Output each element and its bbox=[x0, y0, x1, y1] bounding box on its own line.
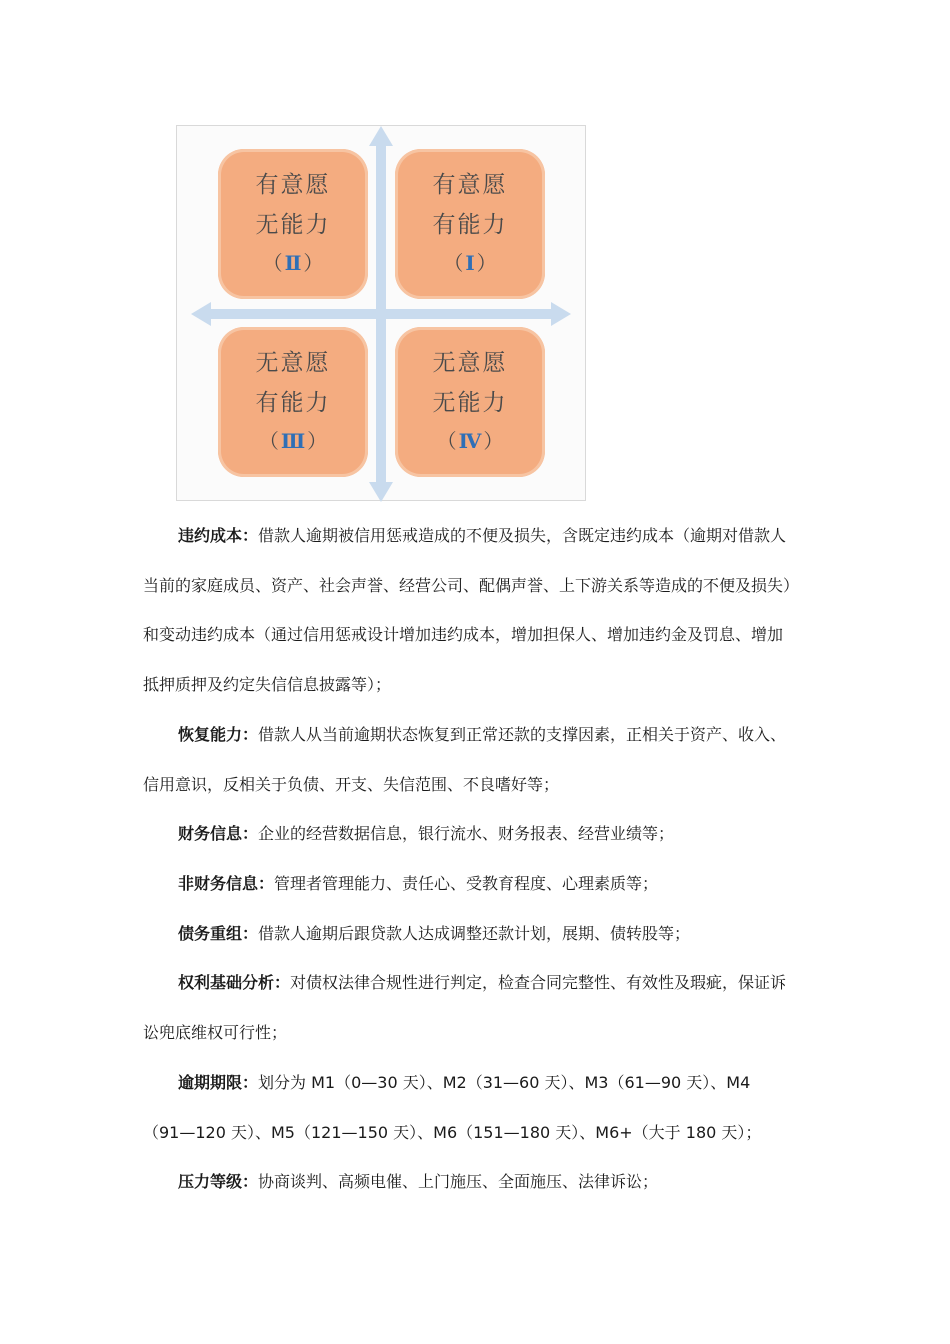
axis-arrow-left bbox=[191, 302, 211, 326]
paragraph-line: 协商谈判、高频电催、上门施压、全面施压、法律诉讼； bbox=[258, 1172, 659, 1191]
term-pressure-level: 压力等级： bbox=[178, 1172, 259, 1191]
paren-open: （ bbox=[258, 429, 279, 453]
paragraph-line: 划分为 M1（0—30 天）、M2（31—60 天）、M3（61—90 天）、M4 bbox=[258, 1073, 751, 1092]
paragraph-debt-restructuring bbox=[143, 909, 813, 959]
roman-numeral-iii: Ⅲ bbox=[280, 429, 306, 453]
paren-close: ） bbox=[303, 251, 324, 275]
quadrant-ii-label bbox=[263, 247, 324, 279]
roman-numeral-ii: Ⅱ bbox=[284, 251, 302, 275]
paragraph-rights-analysis bbox=[143, 958, 813, 1057]
quadrant-iv-line2: 无能力 bbox=[432, 390, 508, 416]
paragraph-line: 借款人从当前逾期状态恢复到正常还款的支撑因素，正相关于资产、收入、 bbox=[258, 725, 787, 744]
paragraph-line: 信用意识，反相关于负债、开支、失信范围、不良嗜好等； bbox=[143, 774, 560, 794]
quadrant-i-line1: 有意愿 bbox=[432, 172, 508, 198]
paragraph-line: 借款人逾期后跟贷款人达成调整还款计划，展期、债转股等； bbox=[258, 924, 691, 943]
paragraph-line: 企业的经营数据信息，银行流水、财务报表、经营业绩等； bbox=[258, 824, 675, 843]
paren-open: （ bbox=[436, 429, 457, 453]
term-recovery-ability: 恢复能力： bbox=[178, 725, 259, 744]
axis-arrow-up bbox=[369, 126, 393, 146]
axis-arrow-down bbox=[369, 482, 393, 502]
term-debt-restructuring: 债务重组： bbox=[178, 924, 259, 943]
roman-numeral-iv: Ⅳ bbox=[458, 429, 482, 453]
paragraph-line: 抵押质押及约定失信信息披露等）； bbox=[143, 674, 392, 694]
paragraph-overdue-period bbox=[143, 1058, 813, 1157]
paragraph-financial-info bbox=[143, 809, 813, 859]
term-default-cost: 违约成本： bbox=[178, 526, 259, 545]
horizontal-axis bbox=[203, 309, 559, 319]
paragraph-recovery-ability bbox=[143, 710, 813, 809]
paren-open: （ bbox=[262, 251, 283, 275]
quadrant-iii-line2: 有能力 bbox=[255, 390, 331, 416]
quadrant-i-line2: 有能力 bbox=[432, 212, 508, 238]
quadrant-i-label bbox=[443, 247, 496, 279]
paragraph-line: （91—120 天）、M5（121—150 天）、M6（151—180 天）、M6+（大于 180 天）； bbox=[143, 1122, 762, 1142]
quadrant-figure bbox=[176, 125, 586, 501]
term-financial-info: 财务信息： bbox=[178, 824, 259, 843]
paragraph-pressure-level bbox=[143, 1157, 813, 1207]
quadrant-iii-line1: 无意愿 bbox=[255, 350, 331, 376]
axis-arrow-right bbox=[551, 302, 571, 326]
quadrant-ii bbox=[218, 149, 368, 299]
paren-close: ） bbox=[307, 429, 328, 453]
paren-close: ） bbox=[476, 251, 497, 275]
paragraph-line: 对债权法律合规性进行判定，检查合同完整性、有效性及瑕疵，保证诉 bbox=[290, 973, 787, 992]
term-rights-analysis: 权利基础分析： bbox=[178, 973, 291, 992]
roman-numeral-i: Ⅰ bbox=[465, 251, 475, 275]
quadrant-ii-line2: 无能力 bbox=[255, 212, 331, 238]
paren-close: ） bbox=[483, 429, 504, 453]
quadrant-ii-line1: 有意愿 bbox=[255, 172, 331, 198]
paragraph-line: 管理者管理能力、责任心、受教育程度、心理素质等； bbox=[274, 874, 659, 893]
paragraph-non-financial-info bbox=[143, 859, 813, 909]
paragraph-line: 讼兜底维权可行性； bbox=[143, 1022, 288, 1042]
quadrant-iv-line1: 无意愿 bbox=[432, 350, 508, 376]
quadrant-iv-label bbox=[437, 425, 504, 457]
paragraph-line: 当前的家庭成员、资产、社会声誉、经营公司、配偶声誉、上下游关系等造成的不便及损失） bbox=[143, 575, 800, 595]
paragraph-line: 借款人逾期被信用惩戒造成的不便及损失，含既定违约成本（逾期对借款人 bbox=[258, 526, 787, 545]
paragraph-line: 和变动违约成本（通过信用惩戒设计增加违约成本，增加担保人、增加违约金及罚息、增加 bbox=[143, 625, 784, 645]
paren-open: （ bbox=[443, 251, 464, 275]
quadrant-iv bbox=[395, 327, 545, 477]
quadrant-iii-label bbox=[259, 425, 327, 457]
quadrant-iii bbox=[218, 327, 368, 477]
paragraph-default-cost bbox=[143, 511, 813, 709]
term-non-financial-info: 非财务信息： bbox=[178, 874, 275, 893]
quadrant-i bbox=[395, 149, 545, 299]
term-overdue-period: 逾期期限： bbox=[178, 1073, 259, 1092]
